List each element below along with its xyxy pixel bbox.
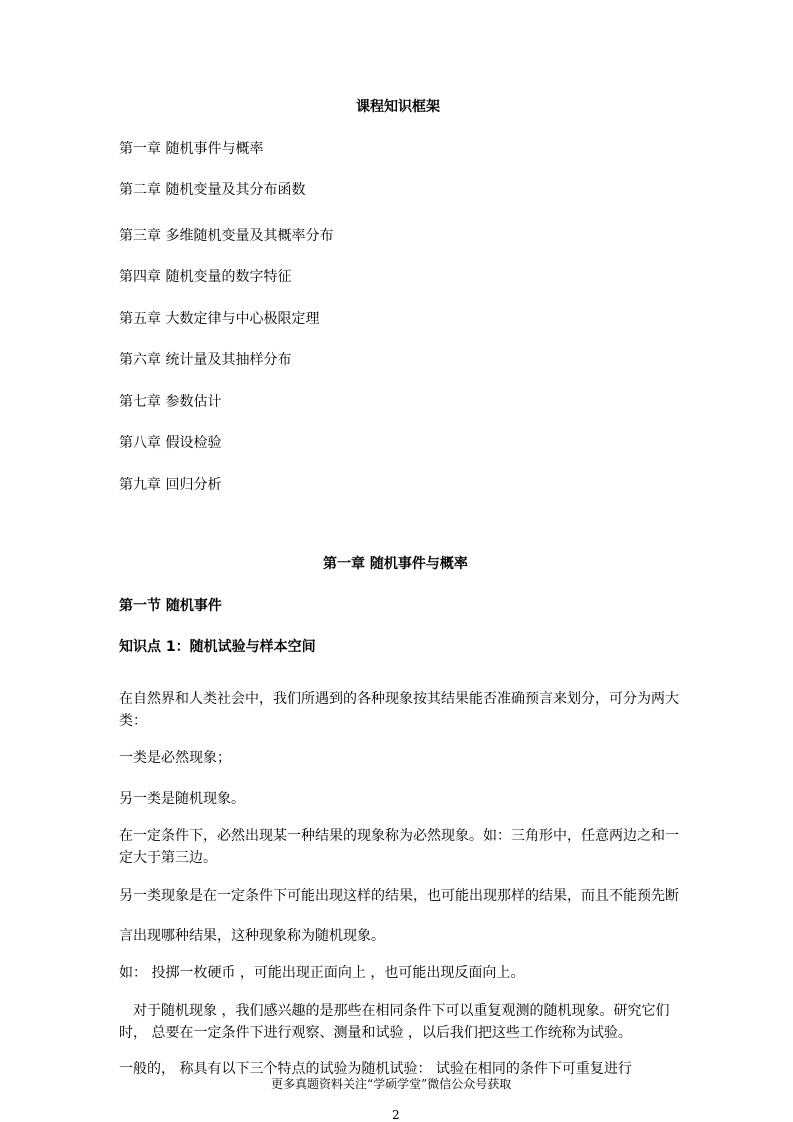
paragraph-intro: 在自然界和人类社会中，我们所遇到的各种现象按其结果能否准确预言来划分，可分为两大类：	[119, 691, 679, 729]
toc-item-6: 第六章 统计量及其抽样分布	[119, 352, 292, 368]
knowledge-point-heading: 知识点 1：随机试验与样本空间	[119, 639, 316, 655]
toc-item-7: 第七章 参数估计	[119, 394, 222, 410]
toc-item-1: 第一章 随机事件与概率	[119, 141, 264, 157]
paragraph-random: 另一类是随机现象。	[119, 791, 245, 807]
toc-item-3: 第三章 多维随机变量及其概率分布	[119, 228, 334, 244]
paragraph-random-experiment: 一般的， 称具有以下三个特点的试验为随机试验： 试验在相同的条件下可重复进行	[119, 1061, 632, 1077]
chapter-title: 第一章 随机事件与概率	[323, 556, 468, 572]
paragraph-random-definition-line1: 另一类现象是在一定条件下可能出现这样的结果，也可能出现那样的结果，而且不能预先断	[119, 888, 679, 904]
footer-note: 更多真题资料关注“学硕学堂”微信公众号获取	[271, 1077, 512, 1091]
paragraph-random-definition-line2: 言出现哪种结果，这种现象称为随机现象。	[119, 928, 385, 944]
section-heading: 第一节 随机事件	[119, 598, 222, 614]
page-number: 2	[392, 1108, 400, 1122]
paragraph-necessary-definition: 在一定条件下，必然出现某一种结果的现象称为必然现象。如：三角形中，任意两边之和一定大于第三边。	[119, 828, 679, 866]
toc-item-8: 第八章 假设检验	[119, 435, 222, 451]
toc-item-9: 第九章 回归分析	[119, 477, 222, 493]
toc-item-5: 第五章 大数定律与中心极限定理	[119, 311, 320, 327]
toc-item-2: 第二章 随机变量及其分布函数	[119, 182, 306, 198]
toc-item-4: 第四章 随机变量的数字特征	[119, 269, 292, 285]
paragraph-coin-example: 如： 投掷一枚硬币 ，可能出现正面向上 ，也可能出现反面向上。	[119, 965, 525, 981]
paragraph-experiment: 对于随机现象 ，我们感兴趣的是那些在相同条件下可以重复观测的随机现象。研究它们时， 总要在一定条件下进行观察、测量和试验 ，以后我们把这些工作统称为试验。	[119, 1003, 670, 1041]
toc-title: 课程知识框架	[356, 99, 440, 115]
paragraph-necessary: 一类是必然现象；	[119, 750, 231, 766]
